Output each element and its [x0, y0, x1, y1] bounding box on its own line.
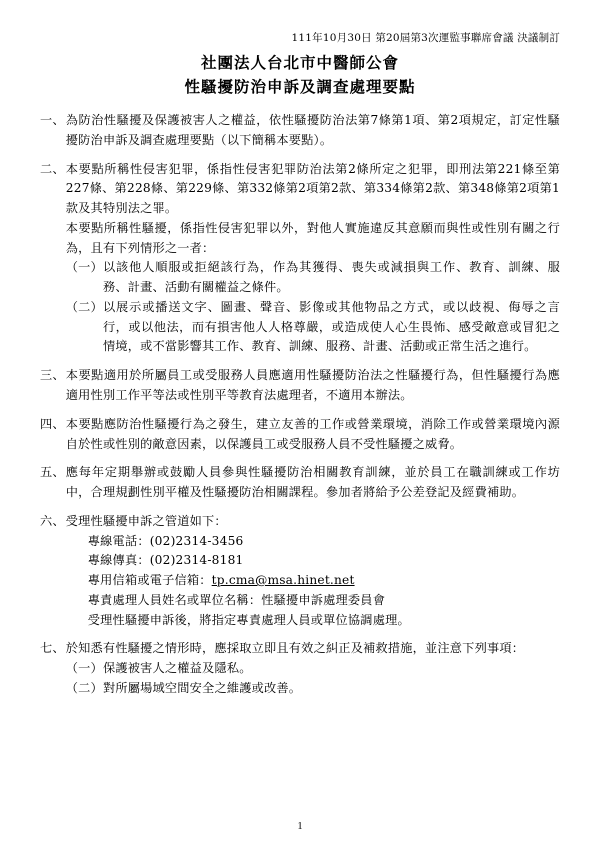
clause-7-sub-2-text: 對所屬場域空間安全之維護或改善。: [102, 680, 302, 695]
clause-4: [40, 415, 560, 455]
clause-2: [40, 160, 560, 358]
clause-7-sub-2: [66, 679, 560, 699]
clause-6-phone-line: 專線電話：(02)2314-3456: [87, 533, 244, 548]
clause-4-paragraph-1: 本要點應防治性騷擾行為之發生，建立友善的工作或營業環境，消除工作或營業環境內源自於性或性別的敵意因素，以保護員工或受服務人員不受性騷擾之威脅。: [65, 416, 560, 451]
title-line-2: 性騷擾防治申訴及調查處理要點: [184, 77, 416, 97]
page-number: 1: [297, 821, 303, 832]
clause-2-sub-1: [66, 258, 560, 298]
clause-6-email-label: 專用信箱或電子信箱：: [87, 573, 212, 588]
clause-5: [40, 463, 560, 503]
page-title: [40, 51, 560, 99]
clause-6-fax-line: 專線傳真：(02)2314-8181: [87, 553, 244, 568]
clause-3-paragraph-1: 本要點適用於所屬員工或受服務人員應適用性騷擾防治法之性騷擾行為，但性騷擾行為應適用性別工作平等法或性別平等教育法處理者，不適用本辦法。: [65, 368, 560, 402]
clause-4-number: 四、: [40, 416, 65, 431]
clause-3: [40, 366, 560, 406]
email-link[interactable]: tp.cma@msa.hinet.net: [211, 573, 355, 588]
document-body: [40, 111, 560, 699]
clause-7-number: 七、: [40, 641, 65, 656]
clause-1-number: 一、: [40, 113, 65, 128]
clause-6: [40, 512, 560, 631]
clause-7-sub-1: [66, 659, 560, 679]
clause-7-intro: 於知悉有性騷擾之情形時，應採取立即且有效之糾正及補救措施，並注意下列事項：: [65, 641, 525, 656]
clause-2-sub-2-number: （二）: [65, 299, 103, 314]
clause-2-sub-1-text: 以該他人順服或拒絕該行為，作為其獲得、喪失或減損與工作、教育、訓練、服務、計畫、活動有關權益之條件。: [102, 260, 560, 295]
clause-2-sub-2-text: 以展示或播送文字、圖畫、聲音、影像或其他物品之方式，或以歧視、侮辱之言行，或以他法，而有損害他人人格尊嚴，或造成使人心生畏怖、感受敵意或冒犯之情境，或不當影響其工作、教育、訓練、服務、計畫、活動或正常生活之進行。: [102, 299, 560, 354]
clause-7-sub-1-number: （一）: [65, 661, 103, 676]
clause-6-intro: 受理性騷擾申訴之管道如下：: [65, 513, 227, 528]
clause-4-body: [66, 415, 560, 455]
document-header-note: 111年10月30日 第20屆第3次運監事聯席會議 決議制訂: [291, 32, 560, 44]
clause-3-number: 三、: [40, 368, 65, 383]
clause-6-email-line: [66, 571, 560, 591]
clause-7-sub-1-text: 保護被害人之權益及隱私。: [102, 661, 252, 676]
clause-6-number: 六、: [40, 513, 65, 528]
clause-6-body: [66, 512, 560, 631]
clause-1-paragraph-1: 為防治性騷擾及保護被害人之權益，依性騷擾防治法第7條第1項、第2項規定，訂定性騷擾防治申訴及調查處理要點（以下簡稱本要點）。: [65, 113, 560, 147]
clause-7-body: [66, 639, 560, 698]
clause-5-paragraph-1: 應每年定期舉辦或鼓勵人員參與性騷擾防治相關教育訓練，並於員工在職訓練或工作坊中，合理規劃性別平權及性騷擾防治相關課程。參加者將給予公差登記及經費補助。: [65, 465, 560, 500]
title-line-1: 社團法人台北市中醫師公會: [200, 53, 399, 72]
clause-2-sub-1-number: （一）: [65, 260, 103, 275]
clause-7: [40, 639, 560, 698]
clause-2-number: 二、: [40, 161, 65, 176]
clause-3-body: [66, 366, 560, 406]
clause-5-number: 五、: [40, 465, 65, 480]
clause-1-body: [66, 111, 560, 151]
clause-2-body: [66, 160, 560, 358]
clause-6-handling-line: 受理性騷擾申訴後，將指定專責處理人員或單位協調處理。: [87, 612, 410, 627]
clause-5-body: [66, 463, 560, 503]
clause-2-paragraph-2: 本要點所稱性騷擾，係指性侵害犯罪以外，對他人實施違反其意願而與性或性別有關之行為，且有下列情形之一者：: [65, 220, 560, 255]
clause-2-paragraph-1: 本要點所稱性侵害犯罪，係指性侵害犯罪防治法第2條所定之犯罪，即刑法第221條至第227條、第228條、第229條、第332條第2項第2款、第334條第2款、第348條第2項第1款及其特別法之罪。: [65, 161, 560, 216]
clause-6-responsible-unit-line: 專責處理人員姓名或單位名稱：性騷擾申訴處理委員會: [87, 592, 386, 607]
clause-7-sub-2-number: （二）: [65, 680, 103, 695]
clause-1: [40, 111, 560, 151]
clause-2-sub-2: [66, 298, 560, 357]
